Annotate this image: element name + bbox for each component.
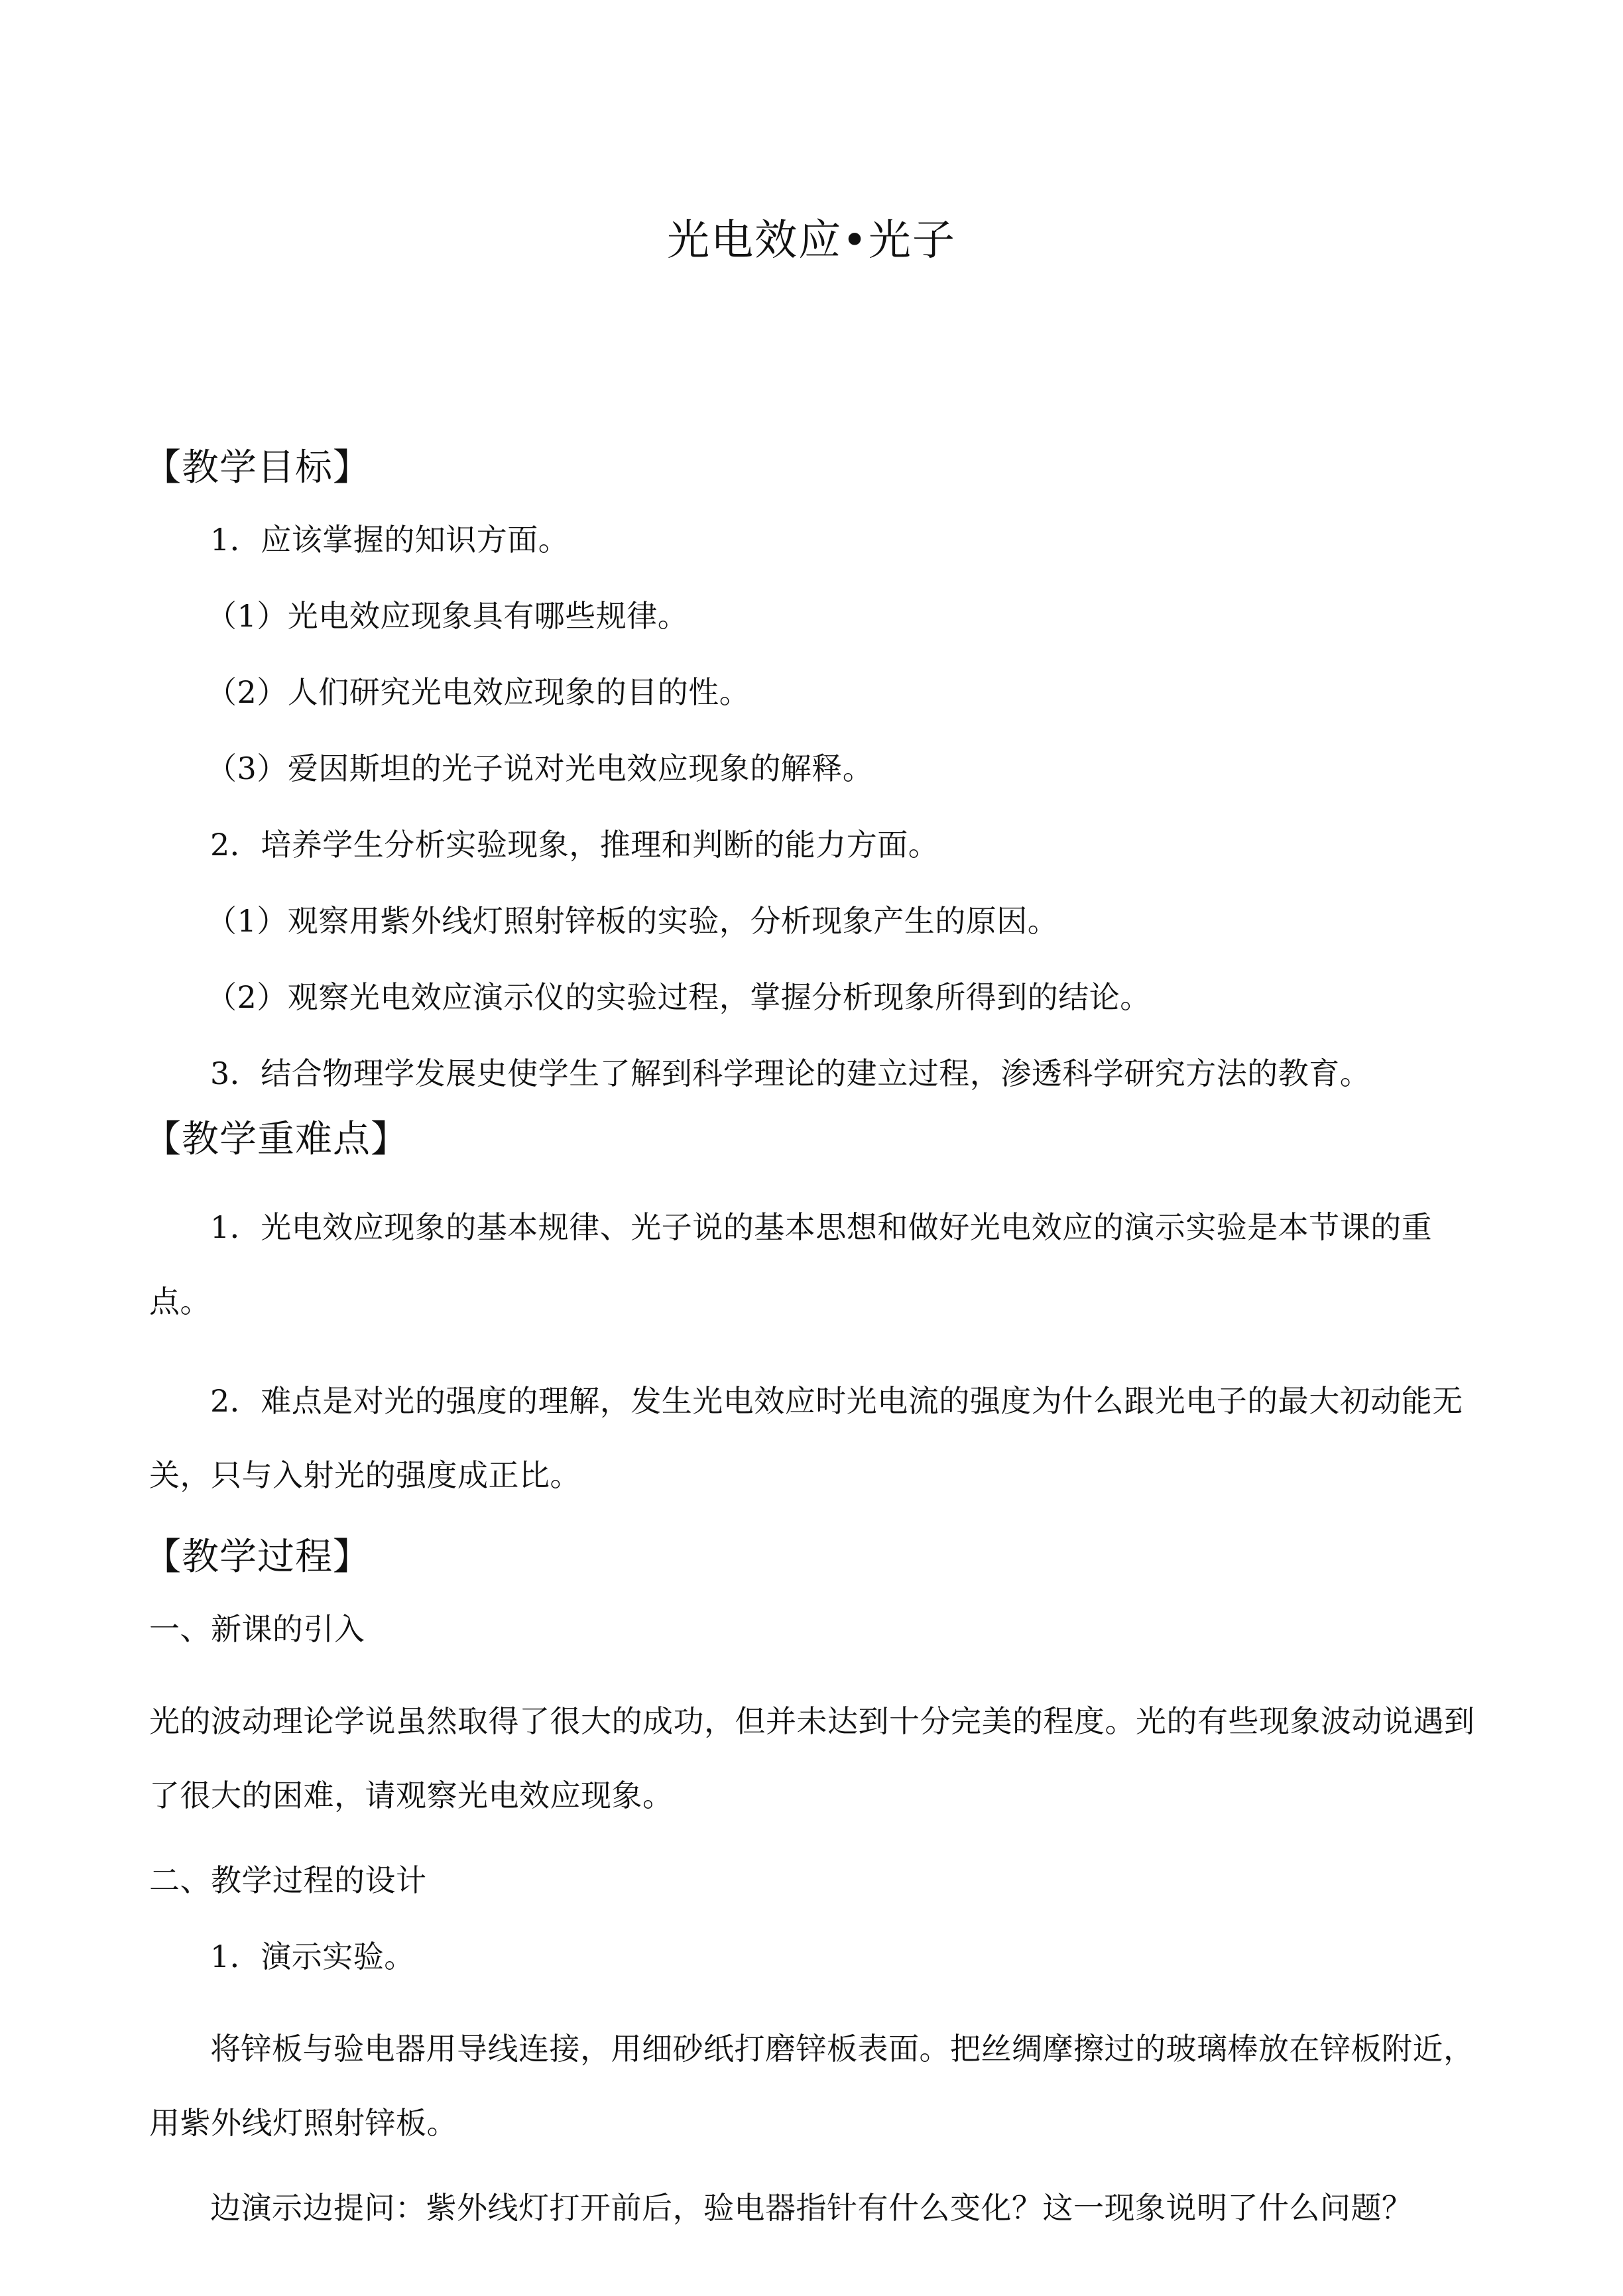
key-point-paragraph: 1．光电效应现象的基本规律、光子说的基本思想和做好光电效应的演示实验是本节课的重点。 bbox=[149, 1209, 1433, 1319]
process-subheading: 二、教学过程的设计 bbox=[149, 1862, 427, 1898]
objective-subitem: （1）观察用紫外线灯照射锌板的实验，分析现象产生的原因。 bbox=[206, 903, 1059, 939]
process-subheading: 一、新课的引入 bbox=[149, 1611, 365, 1647]
document-body bbox=[144, 443, 1475, 2263]
objective-item: 3．结合物理学发展史使学生了解到科学理论的建立过程，渗透科学研究方法的教育。 bbox=[210, 1056, 1371, 1091]
objective-item: 2．培养学生分析实验现象，推理和判断的能力方面。 bbox=[210, 827, 939, 863]
section-heading-key-points: 【教学重难点】 bbox=[144, 1118, 408, 1161]
process-paragraph: 将锌板与验电器用导线连接，用细砂纸打磨锌板表面。把丝绸摩擦过的玻璃棒放在锌板附近，用紫外线灯照射锌板。 bbox=[149, 2031, 1474, 2141]
objective-item: 1．应该掌握的知识方面。 bbox=[210, 522, 570, 558]
process-paragraph: 光的波动理论学说虽然取得了很大的成功，但并未达到十分完美的程度。光的有些现象波动说遇到了很大的困难，请观察光电效应现象。 bbox=[149, 1703, 1475, 1813]
objective-subitem: （1）光电效应现象具有哪些规律。 bbox=[206, 598, 689, 634]
objective-subitem: （3）爱因斯坦的光子说对光电效应现象的解释。 bbox=[206, 751, 874, 786]
document-title: 光电效应•光子 bbox=[667, 216, 956, 265]
process-step: 1．演示实验。 bbox=[210, 1939, 415, 1974]
objective-subitem: （2）人们研究光电效应现象的目的性。 bbox=[206, 674, 751, 710]
process-paragraph: 边演示边提问：紫外线灯打开前后，验电器指针有什么变化？这一现象说明了什么问题？ bbox=[210, 2190, 1413, 2226]
section-heading-objectives: 【教学目标】 bbox=[144, 446, 371, 489]
key-point-paragraph: 2．难点是对光的强度的理解，发生光电效应时光电流的强度为什么跟光电子的最大初动能无关，只与入射光的强度成正比。 bbox=[149, 1383, 1463, 1493]
objective-subitem: （2）观察光电效应演示仪的实验过程，掌握分析现象所得到的结论。 bbox=[206, 979, 1151, 1015]
section-heading-process: 【教学过程】 bbox=[144, 1536, 371, 1579]
